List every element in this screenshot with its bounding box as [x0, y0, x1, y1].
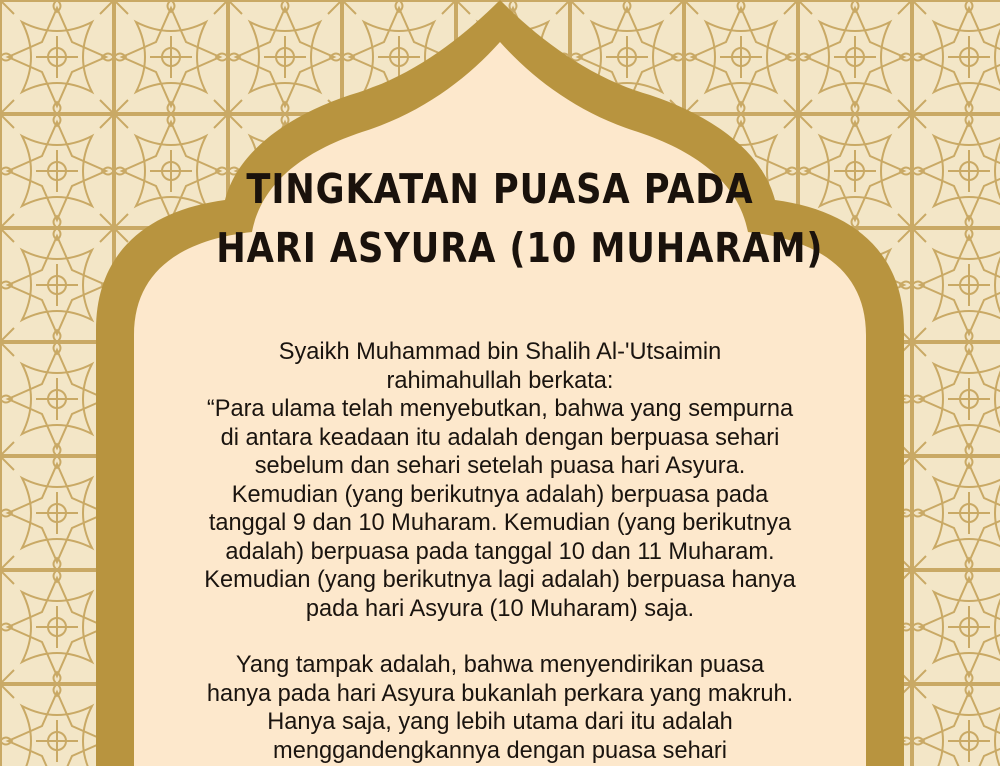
body-line: menggandengkannya dengan puasa sehari — [273, 737, 727, 764]
body-line: Kemudian (yang berikutnya lagi adalah) berpuasa hanya — [204, 567, 796, 593]
poster-title — [216, 160, 824, 279]
body-line: Kemudian (yang berikutnya adalah) berpuasa pada — [231, 481, 769, 508]
body-line: rahimahullah berkata: — [386, 367, 614, 394]
paragraph-gap — [140, 623, 860, 651]
title-line-2: HARI ASYURA (10 MUHARAM) — [216, 224, 824, 273]
body-line: hanya pada hari Asyura bukanlah perkara yang makruh. — [206, 680, 794, 707]
title-line-1: TINGKATAN PUASA PADA — [246, 165, 754, 213]
body-line: “Para ulama telah menyebutkan, bahwa yang sempurna — [206, 396, 794, 422]
body-line: Syaikh Muhammad bin Shalih Al-'Utsaimin — [278, 339, 722, 365]
body-line: tanggal 9 dan 10 Muharam. Kemudian (yang berikutnya — [208, 510, 792, 536]
body-line: sebelum dan sehari setelah puasa hari Asyura. — [254, 453, 746, 479]
body-line: pada hari Asyura (10 Muharam) saja. — [305, 595, 695, 622]
body-line: di antara keadaan itu adalah dengan berpuasa sehari — [220, 424, 780, 451]
body-line: Yang tampak adalah, bahwa menyendirikan puasa — [235, 652, 765, 678]
quote-text — [140, 338, 860, 765]
body-line: Hanya saja, yang lebih utama dari itu adalah — [267, 709, 733, 735]
body-line: adalah) berpuasa pada tanggal 10 dan 11 Muharam. — [225, 538, 775, 565]
